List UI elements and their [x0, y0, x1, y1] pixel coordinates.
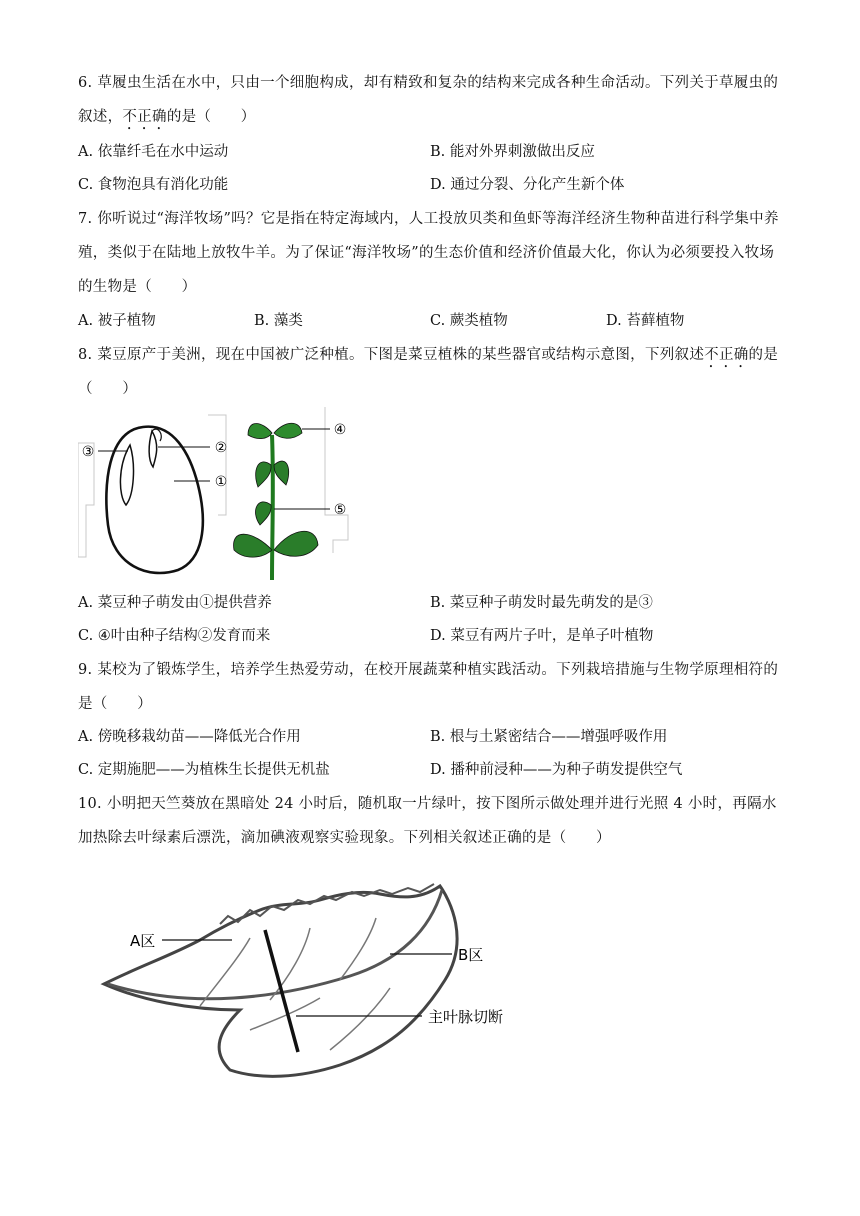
label-4: ④: [333, 422, 347, 438]
question-7-stem: 7. 你听说过“海洋牧场”吗？它是指在特定海域内，人工投放贝类和鱼虾等海洋经济生物种苗进行科学集中养殖，类似于在陆地上放牧牛羊。为了保证“海洋牧场”的生态价值和经济价值最大化，你认为必须要投入牧场的生物是（ ）: [78, 211, 779, 295]
q8-option-a[interactable]: A. 菜豆种子萌发由①提供营养: [78, 595, 272, 611]
q6-option-a[interactable]: A. 依靠纤毛在水中运动: [78, 144, 229, 160]
label-3: ③: [81, 444, 95, 460]
label-1: ①: [214, 474, 228, 490]
label-2: ②: [214, 440, 228, 456]
label-main-vein-cut: 主叶脉切断: [428, 1008, 504, 1026]
label-5: ⑤: [333, 502, 347, 518]
q8-option-d[interactable]: D. 菜豆有两片子叶，是单子叶植物: [430, 628, 654, 644]
question-8-stem: 8. 菜豆原产于美洲，现在中国被广泛种植。下图是菜豆植株的某些器官或结构示意图，下列叙述不正确的是（ ）: [78, 347, 779, 397]
q7-option-c[interactable]: C. 蕨类植物: [430, 313, 508, 329]
q8-option-c[interactable]: C. ④叶由种子结构②发育而来: [78, 628, 271, 644]
q9-option-d[interactable]: D. 播种前浸种——为种子萌发提供空气: [430, 762, 683, 778]
question-9-stem: 9. 某校为了锻炼学生，培养学生热爱劳动，在校开展蔬菜种植实践活动。下列栽培措施与生物学原理相符的是（ ）: [78, 662, 779, 712]
q6-option-b[interactable]: B. 能对外界刺激做出反应: [430, 144, 595, 160]
q9-option-c[interactable]: C. 定期施肥——为植株生长提供无机盐: [78, 762, 330, 778]
question-6-stem: 6. 草履虫生活在水中，只由一个细胞构成，却有精致和复杂的结构来完成各种生命活动。下列关于草履虫的叙述，不正确的是（ ）: [78, 75, 779, 125]
emphasis-text: 不正确: [122, 109, 167, 125]
q8-option-b[interactable]: B. 菜豆种子萌发时最先萌发的是③: [430, 595, 653, 611]
q9-option-a[interactable]: A. 傍晚移栽幼苗——降低光合作用: [78, 729, 301, 745]
q7-option-a[interactable]: A. 被子植物: [78, 313, 156, 329]
question-10-stem: 10. 小明把天竺葵放在黑暗处 24 小时后，随机取一片绿叶，按下图所示做处理并进行光照 4 小时，再隔水加热除去叶绿素后漂洗，滴加碘液观察实验现象。下列相关叙述正确的是（ ）: [78, 796, 777, 846]
label-a-zone: A区: [130, 932, 156, 950]
emphasis-text: 不正确: [704, 347, 749, 363]
leaf-experiment-figure: [100, 880, 540, 1090]
bean-plant-figure: [78, 405, 368, 585]
q7-option-d[interactable]: D. 苔藓植物: [606, 313, 685, 329]
bean-seedling-diagram: [234, 407, 348, 580]
q6-option-d[interactable]: D. 通过分裂、分化产生新个体: [430, 177, 625, 193]
q9-option-b[interactable]: B. 根与土紧密结合——增强呼吸作用: [430, 729, 668, 745]
q7-option-b[interactable]: B. 藻类: [254, 313, 303, 329]
bean-seed-diagram: [78, 415, 226, 573]
q6-option-c[interactable]: C. 食物泡具有消化功能: [78, 177, 229, 193]
label-b-zone: B区: [458, 946, 484, 964]
